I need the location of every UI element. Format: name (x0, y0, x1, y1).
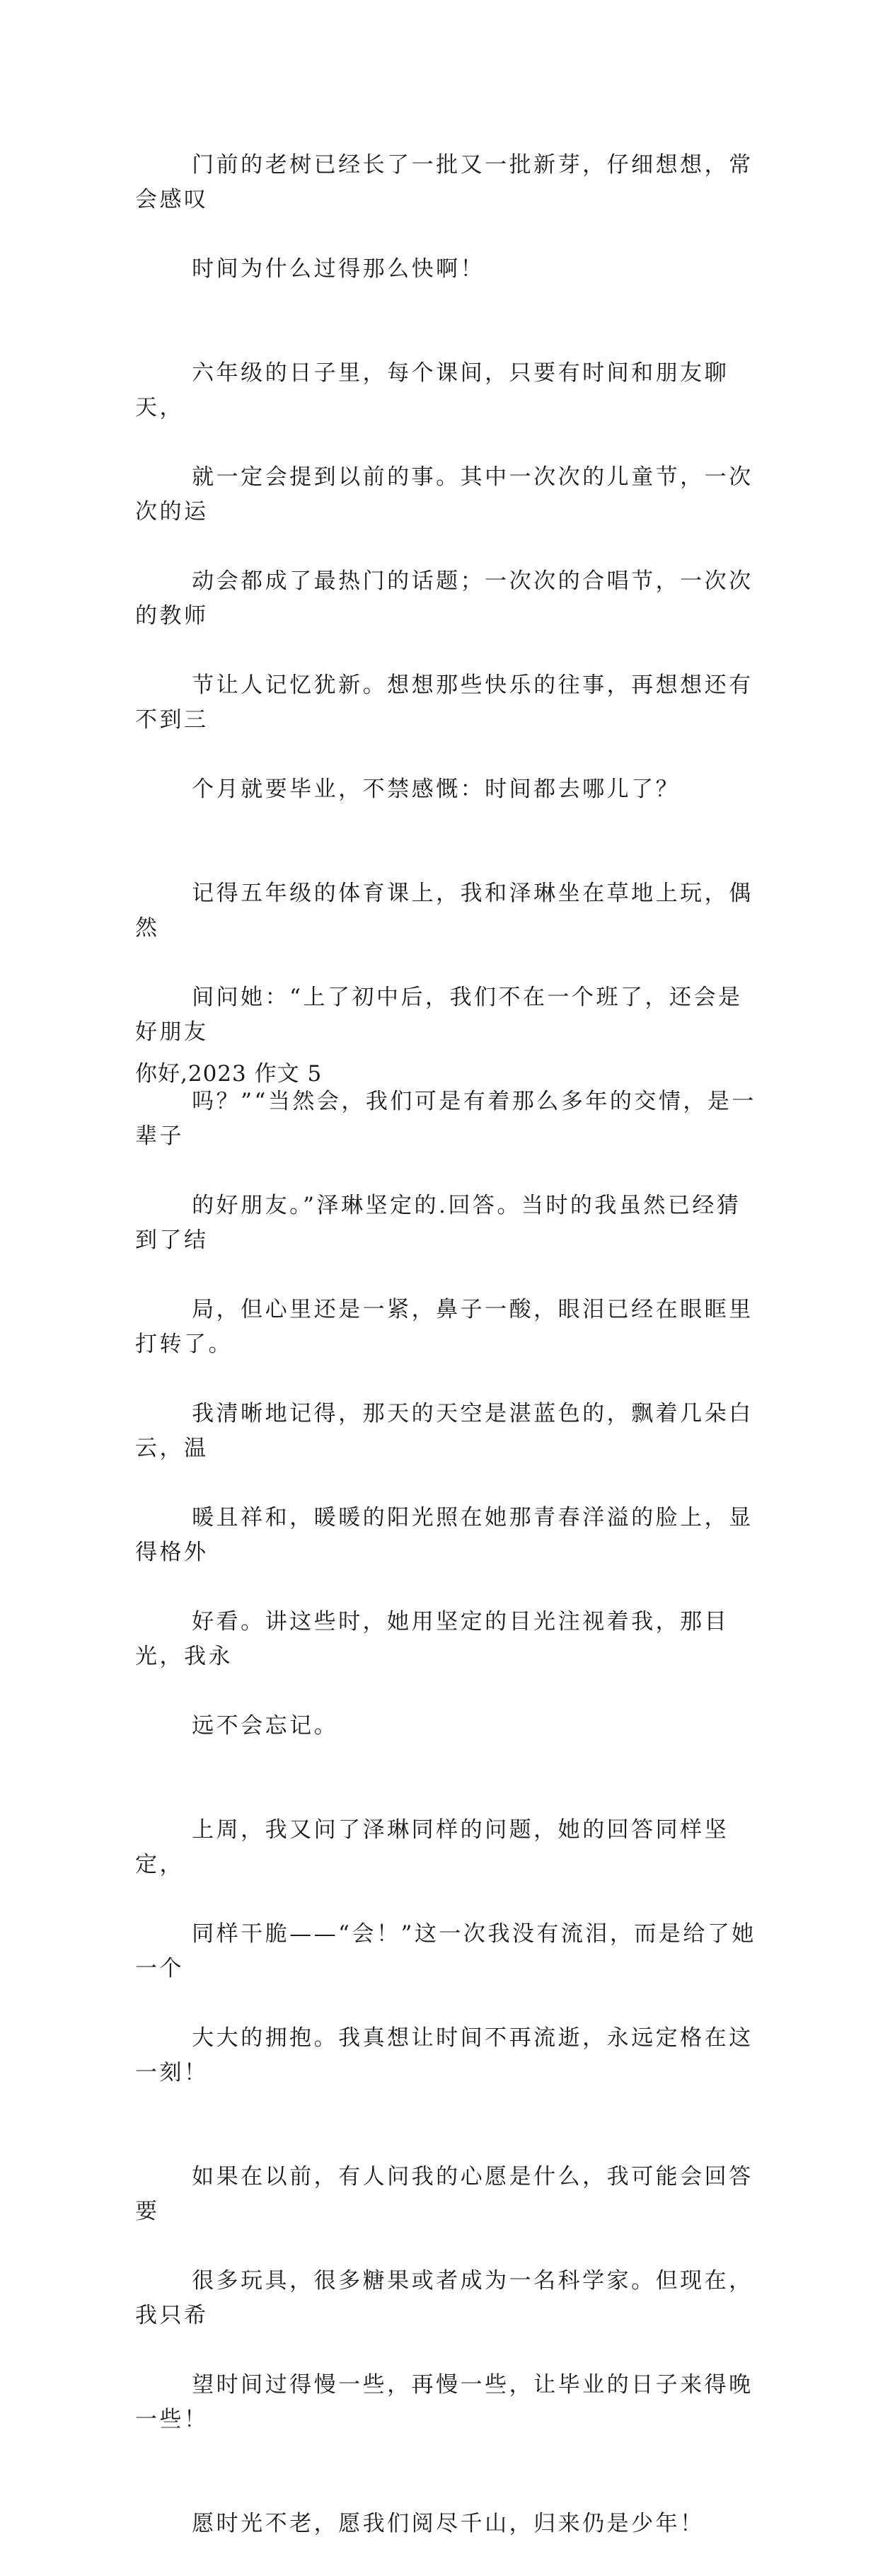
text-line: 上周，我又问了泽琳同样的问题，她的回答同样坚定， (135, 1817, 729, 1877)
text-line: 同样干脆——“会！”这一次我没有流泪，而是给了她一个 (135, 1921, 756, 1981)
text-line: 六年级的日子里，每个课间，只要有时间和朋友聊天， (135, 360, 729, 420)
text-line: 我清晰地记得，那天的天空是湛蓝色的，飘着几朵白云，温 (135, 1401, 753, 1461)
text-line: 记得五年级的体育课上，我和泽琳坐在草地上玩，偶然 (135, 881, 753, 941)
text-line: 远不会忘记。 (192, 1713, 339, 1739)
text-line: 节让人记忆犹新。想想那些快乐的往事，再想想还有不到三 (135, 672, 753, 733)
paragraph-5 (135, 2125, 758, 2472)
text-line: 时间为什么过得那么快啊！ (192, 256, 485, 282)
text-line: 望时间过得慢一些，再慢一些，让毕业的日子来得晚一些！ (135, 2372, 753, 2432)
text-line: 局，但心里还是一紧，鼻子一酸，眼泪已经在眼眶里打转了。 (135, 1297, 753, 1357)
paragraph-6 (135, 2472, 758, 2576)
text-line: 很多玩具，很多糖果或者成为一名科学家。但现在，我只希 (135, 2268, 753, 2328)
next-essay-heading: 你好,2023 作文 5 (135, 1061, 323, 1087)
text-line: 如果在以前，有人问我的心愿是什么，我可能会回答要 (135, 2164, 753, 2224)
text-line: 个月就要毕业，不禁感慨：时间都去哪儿了？ (192, 777, 681, 802)
essay-body (135, 113, 758, 2576)
paragraph-2 (135, 321, 758, 842)
text-line: 动会都成了最热门的话题；一次次的合唱节，一次次的教师 (135, 568, 753, 629)
text-line: 门前的老树已经长了一批又一批新芽，仔细想想，常会感叹 (135, 152, 753, 212)
text-line: 愿时光不老，愿我们阅尽千山，归来仍是少年！ (192, 2511, 705, 2536)
paragraph-3 (135, 842, 758, 1778)
text-line: 间问她：“上了初中后，我们不在一个班了，还会是好朋友 (135, 985, 743, 1045)
paragraph-4 (135, 1778, 758, 2125)
text-line: 大大的拥抱。我真想让时间不再流逝，永远定格在这一刻！ (135, 2025, 753, 2085)
text-line: 的好朋友。”泽琳坚定的.回答。当时的我虽然已经猜到了结 (135, 1193, 741, 1253)
text-line: 吗？”“当然会，我们可是有着那么多年的交情，是一辈子 (135, 1089, 756, 1149)
text-line: 暖且祥和，暖暖的阳光照在她那青春洋溢的脸上，显得格外 (135, 1505, 753, 1565)
text-line: 就一定会提到以前的事。其中一次次的儿童节，一次次的运 (135, 464, 753, 525)
text-line: 好看。讲这些时，她用坚定的目光注视着我，那目光，我永 (135, 1609, 729, 1669)
paragraph-1 (135, 113, 758, 321)
